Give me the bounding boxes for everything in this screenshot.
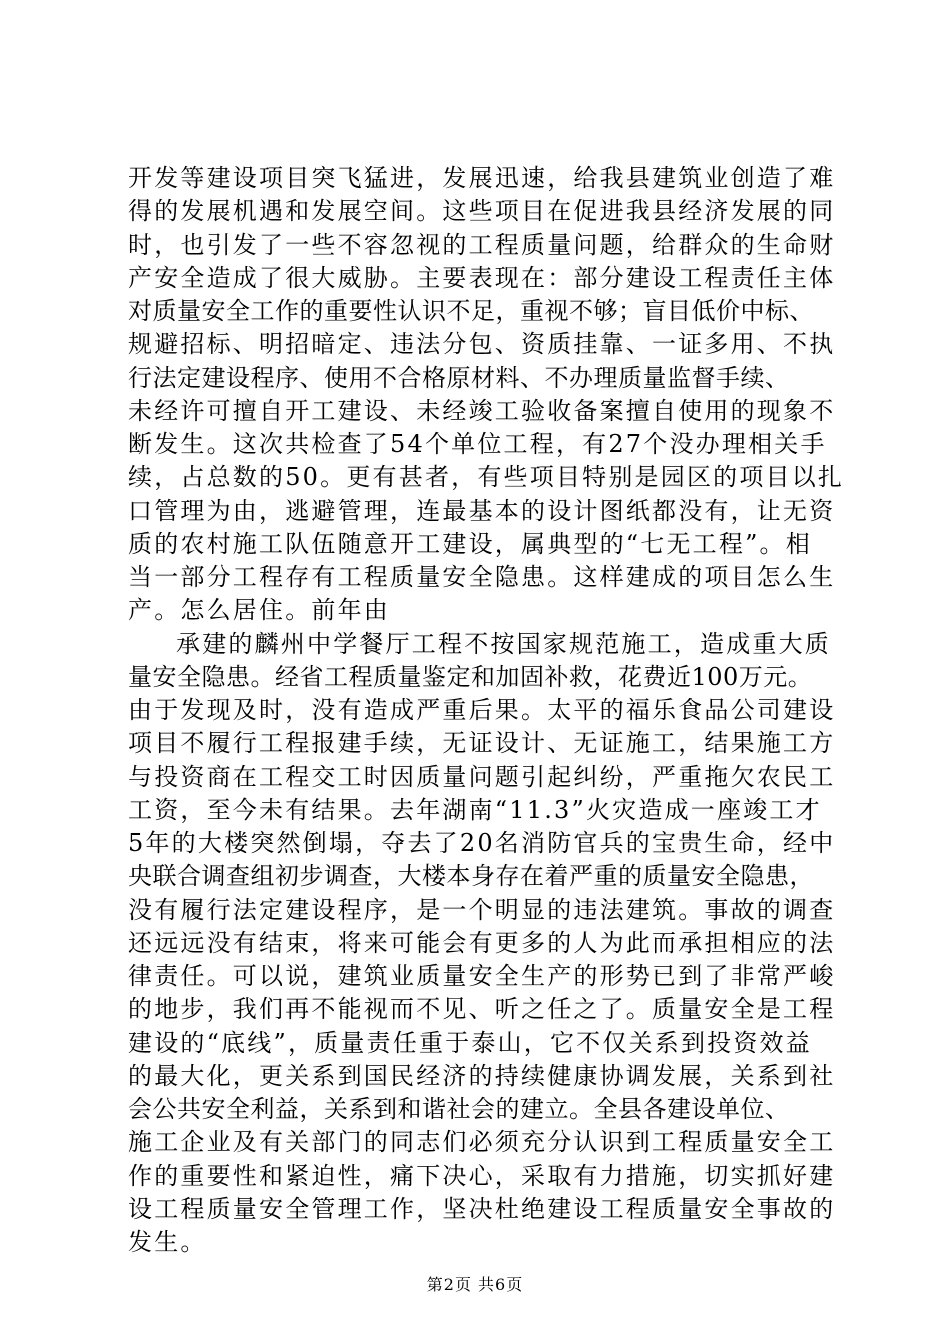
text-line: 行法定建设程序、使用不合格原材料、不办理质量监督手续、 — [128, 363, 790, 392]
text-line: 续，占总数的50。更有甚者，有些项目特别是园区的项目以扎 — [128, 463, 845, 492]
text-line: 当一部分工程存有工程质量安全隐患。这样建成的项目怎么生 — [128, 563, 836, 591]
text-line: 断发生。这次共检查了54个单位工程，有27个没办理相关手 — [128, 430, 827, 458]
text-line: 设工程质量安全管理工作，坚决杜绝建设工程质量安全事故的 — [128, 1194, 836, 1223]
text-line: 作的重要性和紧迫性，痛下决心，采取有力措施，切实抓好建 — [128, 1161, 836, 1190]
text-line: 的最大化，更关系到国民经济的持续健康协调发展，关系到社 — [128, 1061, 836, 1090]
text-line: 规避招标、明招暗定、违法分包、资质挂靠、一证多用、不执 — [128, 330, 836, 359]
text-line: 项目不履行工程报建手续，无证设计、无证施工，结果施工方 — [128, 729, 836, 758]
text-line: 没有履行法定建设程序，是一个明显的违法建筑。事故的调查 — [128, 895, 836, 924]
text-line: 建设的“底线”，质量责任重于泰山，它不仅关系到投资效益 — [128, 1028, 812, 1057]
text-line: 施工企业及有关部门的同志们必须充分认识到工程质量安全工 — [128, 1128, 836, 1157]
text-line: 量安全隐患。经省工程质量鉴定和加固补救，花费近100万元。 — [128, 662, 813, 691]
paragraph-start-line: 承建的麟州中学餐厅工程不按国家规范施工，造成重大质 — [176, 629, 831, 658]
text-line: 未经许可擅自开工建设、未经竣工验收备案擅自使用的现象不 — [128, 396, 836, 425]
text-line: 的地步，我们再不能视而不见、听之任之了。质量安全是工程 — [128, 995, 836, 1024]
text-line: 与投资商在工程交工时因质量问题引起纠纷，严重拖欠农民工 — [128, 762, 836, 791]
text-line: 产安全造成了很大威胁。主要表现在：部分建设工程责任主体 — [128, 263, 836, 292]
document-body — [128, 162, 845, 1259]
text-line: 口管理为由，逃避管理，连最基本的设计图纸都没有，让无资 — [128, 496, 836, 525]
text-line: 律责任。可以说，建筑业质量安全生产的形势已到了非常严峻 — [128, 962, 836, 990]
page-number-footer: 第2页 共6页 — [426, 1275, 524, 1294]
text-line: 开发等建设项目突飞猛进，发展迅速，给我县建筑业创造了难 — [128, 164, 836, 192]
text-line: 得的发展机遇和发展空间。这些项目在促进我县经济发展的同 — [128, 197, 836, 226]
text-line: 会公共安全利益，关系到和谐社会的建立。全县各建设单位、 — [128, 1095, 790, 1123]
text-line: 由于发现及时，没有造成严重后果。太平的福乐食品公司建设 — [128, 696, 836, 724]
text-line: 工资，至今未有结果。去年湖南“11.3”火灾造成一座竣工才 — [128, 795, 822, 824]
text-line: 5年的大楼突然倒塌，夺去了20名消防官兵的宝贵生命，经中 — [128, 829, 836, 857]
text-line: 对质量安全工作的重要性认识不足，重视不够；盲目低价中标、 — [128, 297, 814, 325]
text-line: 产。怎么居住。前年由 — [128, 596, 390, 625]
text-line: 质的农村施工队伍随意开工建设，属典型的“七无工程”。相 — [128, 529, 812, 558]
text-line: 还远远没有结束，将来可能会有更多的人为此而承担相应的法 — [128, 928, 836, 957]
text-line: 发生。 — [128, 1228, 207, 1256]
text-line: 央联合调查组初步调查，大楼本身存在着严重的质量安全隐患， — [128, 862, 814, 891]
text-line: 时，也引发了一些不容忽视的工程质量问题，给群众的生命财 — [128, 230, 836, 259]
